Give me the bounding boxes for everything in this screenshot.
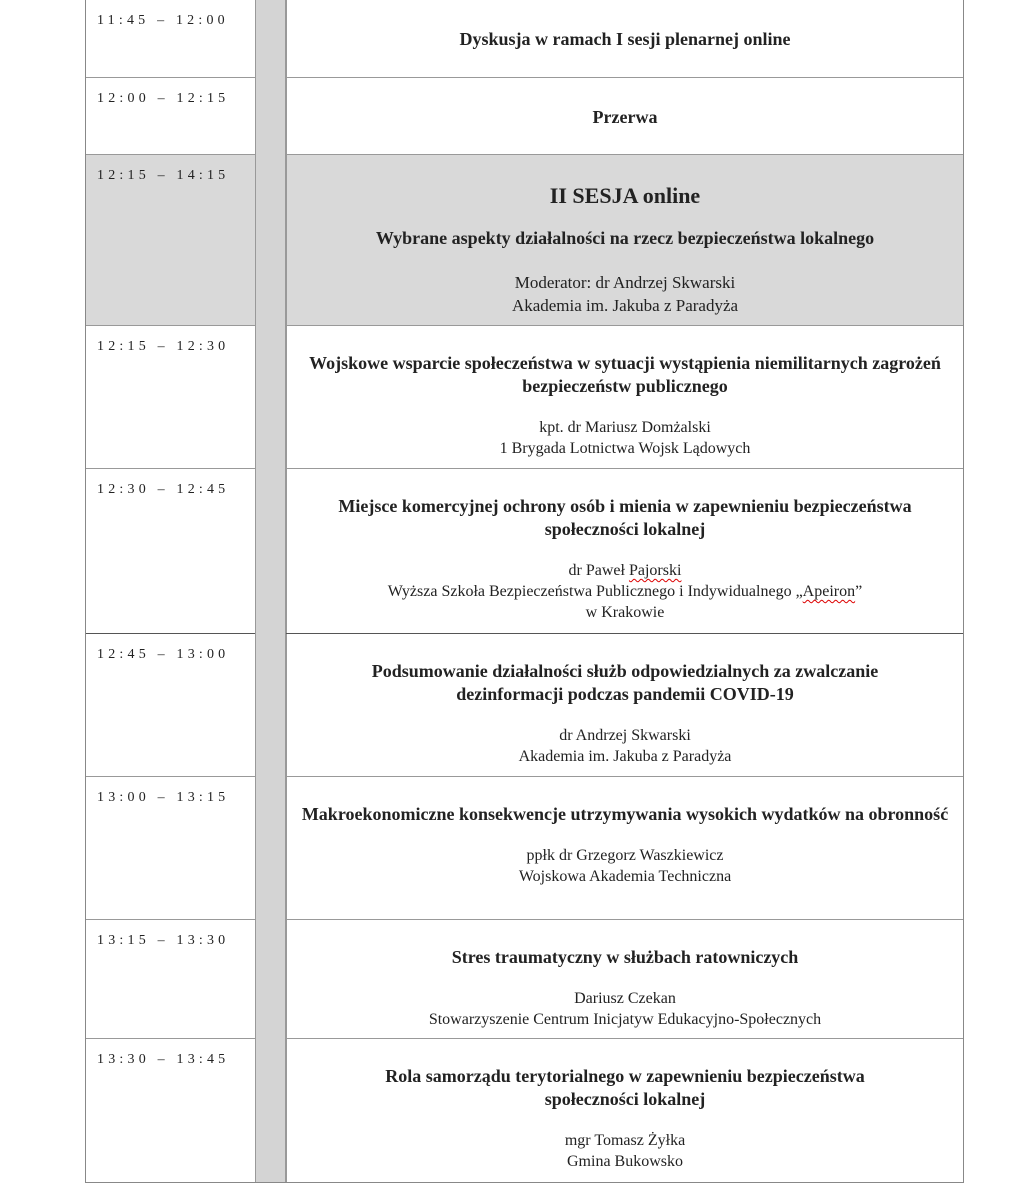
- row-title: Przerwa: [592, 107, 658, 127]
- talk-title: Rola samorządu terytorialnego w zapewnieniu bezpieczeństwa społeczności lokalnej: [385, 1066, 865, 1109]
- content-cell: [286, 634, 963, 776]
- affiliation: Stowarzyszenie Centrum Inicjatyw Edukacyjno-Społecznych: [428, 1011, 822, 1028]
- time-cell: 12:45 – 13:00: [97, 647, 230, 662]
- time-cell: 13:30 – 13:45: [97, 1052, 230, 1067]
- table-row: [86, 0, 963, 78]
- content-cell: [286, 155, 963, 325]
- affiliation-name: Apeiron: [802, 583, 856, 600]
- time-cell: 12:30 – 12:45: [97, 482, 230, 497]
- time-cell: 12:00 – 12:15: [97, 91, 230, 106]
- affiliation: Wojskowa Akademia Techniczna: [518, 868, 732, 885]
- schedule-table: [85, 0, 964, 1183]
- talk-title: Stres traumatyczny w służbach ratowniczych: [451, 947, 799, 967]
- speaker: kpt. dr Mariusz Domżalski: [539, 419, 711, 436]
- moderator: Moderator: dr Andrzej Skwarski: [514, 273, 736, 292]
- speaker-surname: Pajorski: [628, 562, 682, 579]
- content-cell: [286, 777, 963, 919]
- affiliation: 1 Brygada Lotnictwa Wojsk Lądowych: [499, 440, 751, 457]
- table-row: [86, 469, 963, 634]
- time-cell: 13:00 – 13:15: [97, 790, 230, 805]
- affiliation-line2: w Krakowie: [585, 604, 665, 621]
- time-cell: 11:45 – 12:00: [97, 13, 229, 28]
- speaker-prefix: dr Paweł: [568, 562, 629, 579]
- talk-title: Wojskowe wsparcie społeczeństwa w sytuacji wystąpienia niemilitarnych zagrożeń bezpieczeństw publicznego: [309, 353, 941, 396]
- table-row: [86, 634, 963, 777]
- affiliation-suffix: ”: [855, 583, 863, 600]
- table-row: [86, 1039, 963, 1182]
- spacer-column: [255, 0, 286, 1182]
- affiliation-prefix: Wyższa Szkoła Bezpieczeństwa Publicznego i Indywidualnego „: [387, 583, 803, 600]
- affiliation: [293, 581, 957, 602]
- speaker: ppłk dr Grzegorz Waszkiewicz: [526, 847, 724, 864]
- table-row: [86, 920, 963, 1039]
- speaker: [293, 560, 957, 581]
- affiliation: Akademia im. Jakuba z Paradyża: [518, 748, 732, 765]
- content-cell: [286, 0, 963, 77]
- content-cell: [286, 1039, 963, 1182]
- row-title: Dyskusja w ramach I sesji plenarnej online: [459, 29, 791, 49]
- speaker: mgr Tomasz Żyłka: [564, 1132, 686, 1149]
- talk-title: Miejsce komercyjnej ochrony osób i mienia w zapewnieniu bezpieczeństwa społeczności lokalnej: [338, 496, 912, 539]
- moderator-affiliation: Akademia im. Jakuba z Paradyża: [511, 296, 739, 315]
- speaker: Dariusz Czekan: [574, 990, 676, 1007]
- speaker: dr Andrzej Skwarski: [559, 727, 691, 744]
- time-cell: 12:15 – 12:30: [97, 339, 230, 354]
- table-row: [86, 326, 963, 469]
- content-cell: [286, 920, 963, 1038]
- content-cell: [286, 78, 963, 154]
- content-cell: [286, 326, 963, 468]
- talk-title: Makroekonomiczne konsekwencje utrzymywania wysokich wydatków na obronność: [301, 804, 949, 824]
- affiliation: Gmina Bukowsko: [567, 1153, 683, 1170]
- talk-title: Podsumowanie działalności służb odpowiedzialnych za zwalczanie dezinformacji podczas pandemii COVID-19: [371, 661, 879, 704]
- content-cell: [286, 469, 963, 633]
- session-header-row: [86, 155, 963, 326]
- session-title: II SESJA online: [549, 183, 701, 208]
- time-cell: 12:15 – 14:15: [86, 155, 255, 325]
- session-subtitle: Wybrane aspekty działalności na rzecz bezpieczeństwa lokalnego: [375, 228, 875, 248]
- table-row: [86, 777, 963, 920]
- table-row: [86, 78, 963, 155]
- time-cell: 13:15 – 13:30: [97, 933, 230, 948]
